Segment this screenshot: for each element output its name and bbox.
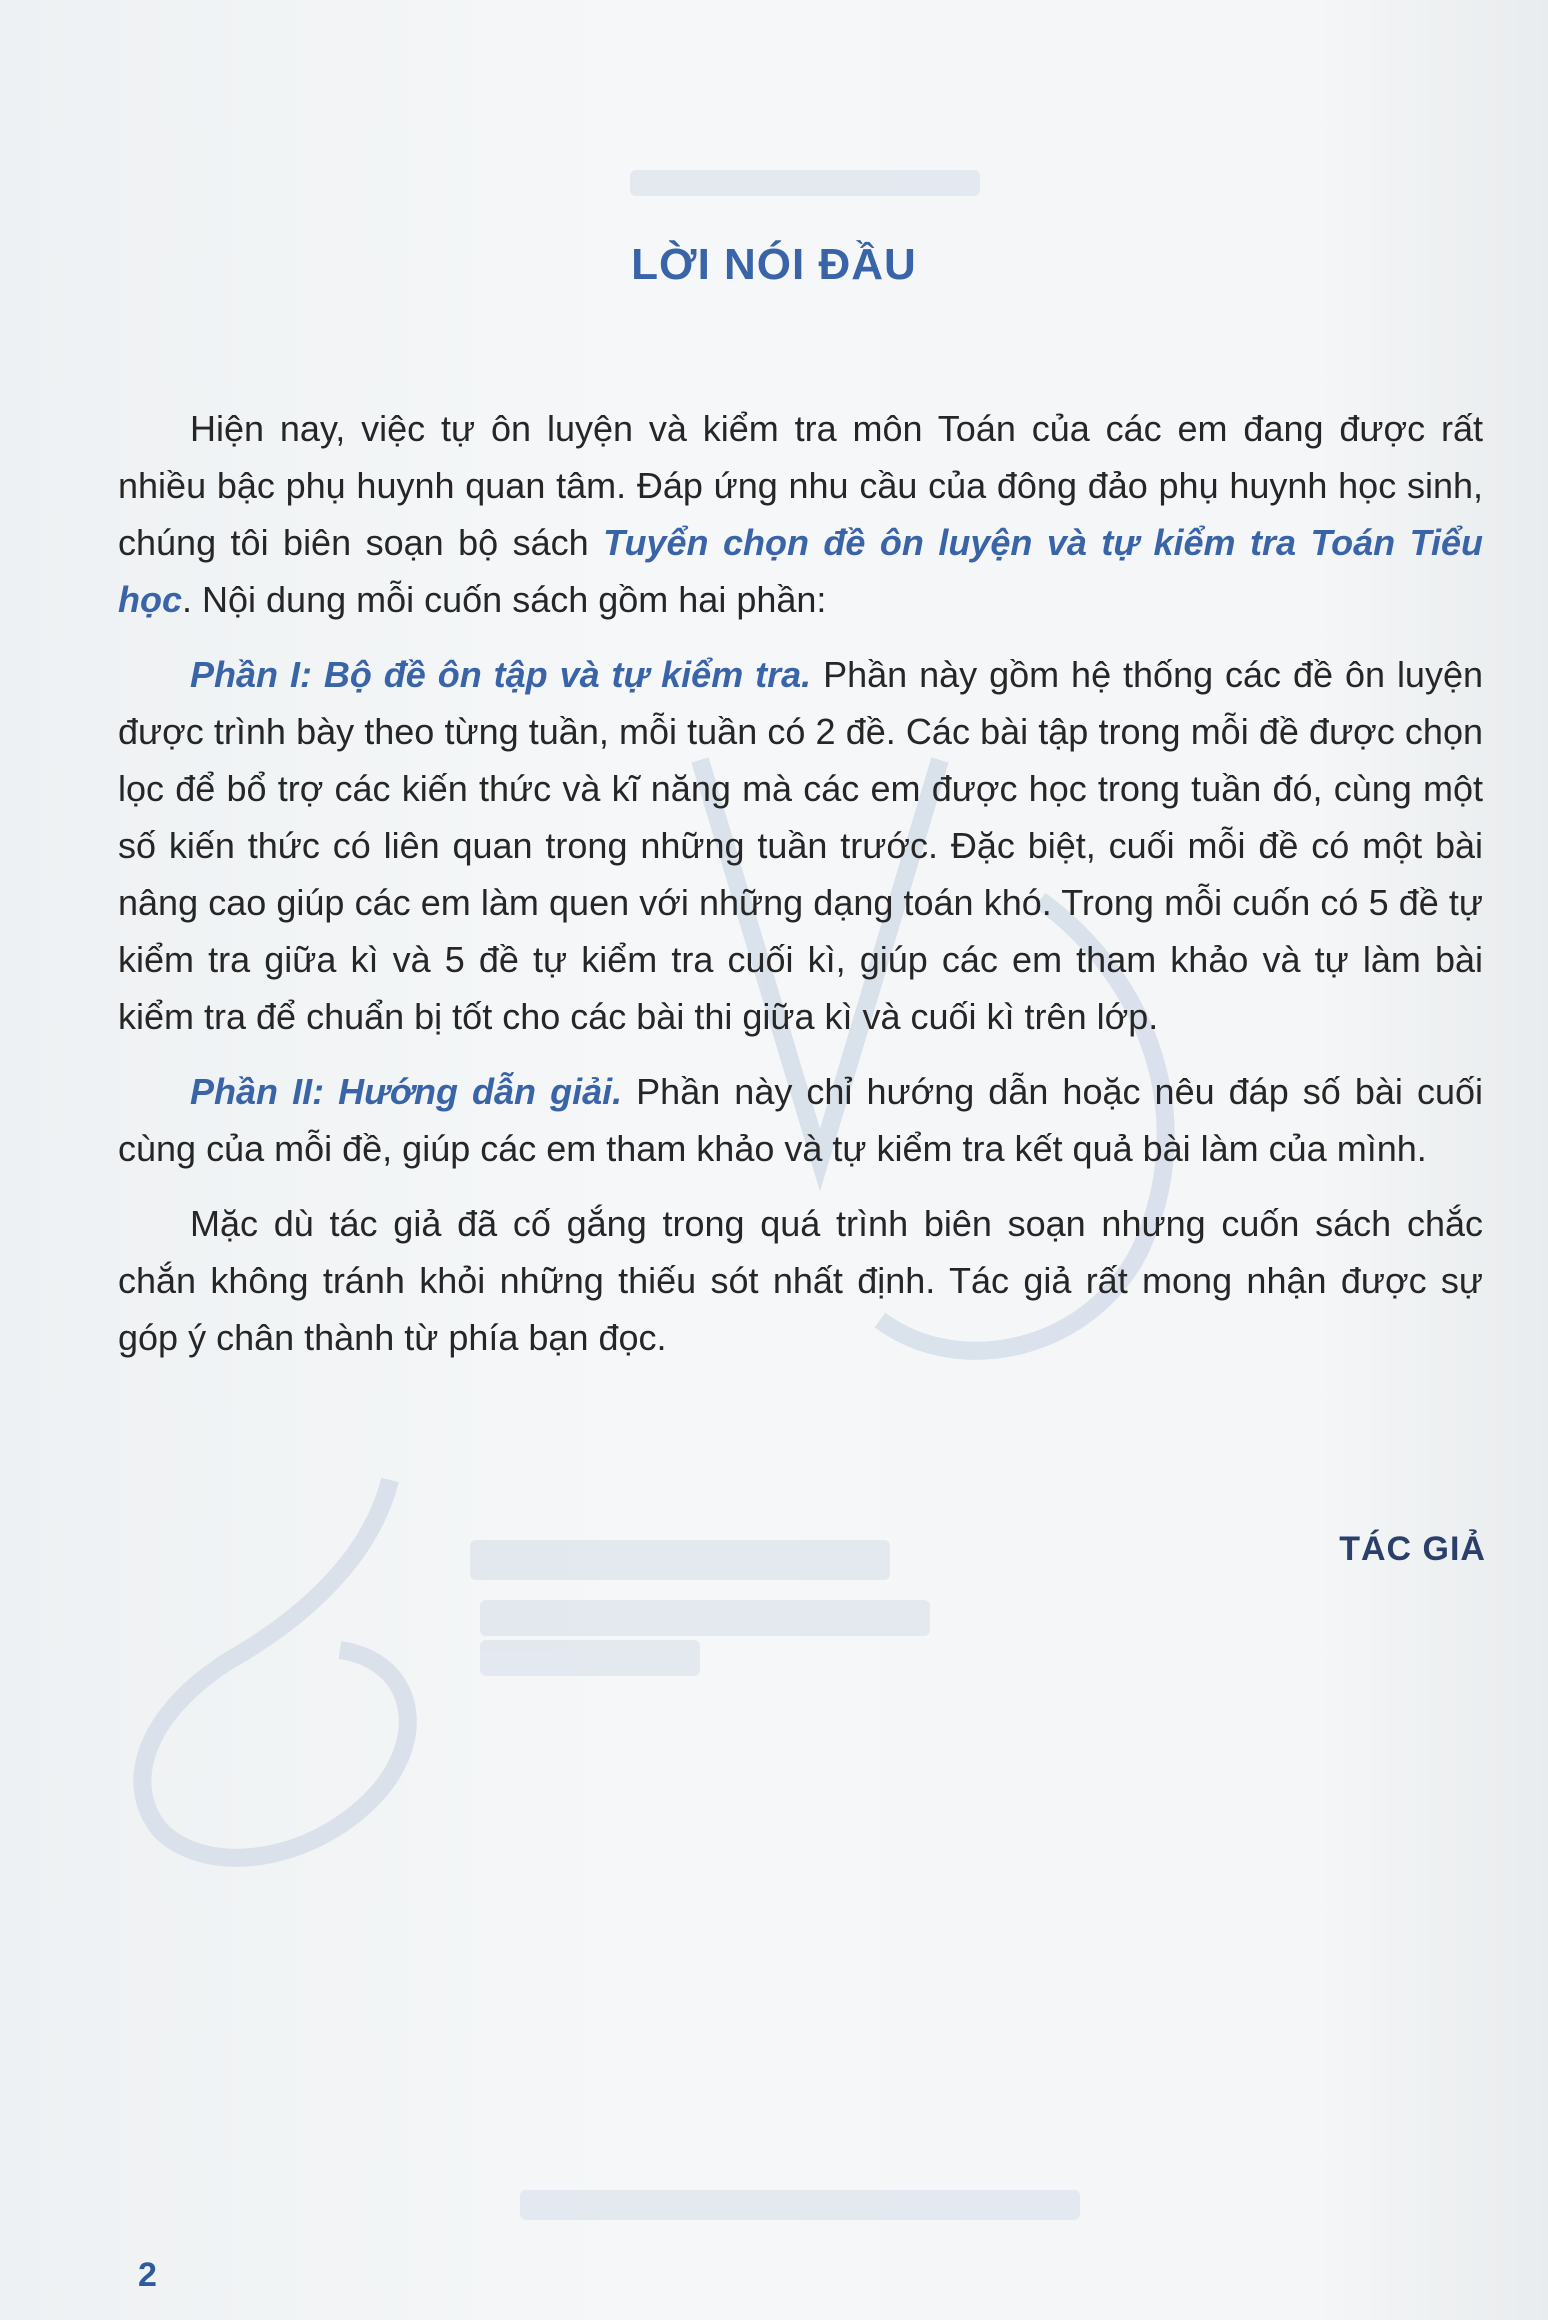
- part-one-heading: Phần I: Bộ đề ôn tập và tự kiểm tra.: [190, 654, 812, 695]
- author-signature: TÁC GIẢ: [1339, 1530, 1486, 1568]
- paragraph-part-two: [118, 1063, 1483, 1177]
- paragraph-part-one: [118, 646, 1483, 1045]
- intro-text-end: . Nội dung mỗi cuốn sách gồm hai phần:: [182, 579, 827, 620]
- preface-body: [118, 400, 1483, 1384]
- closing-text: Mặc dù tác giả đã cố gắng trong quá trình biên soạn nhưng cuốn sách chắc chắn không tránh khỏi những thiếu sót nhất định. Tác giả rất mong nhận được sự góp ý chân thành từ phía bạn đọc.: [118, 1203, 1483, 1358]
- part-two-text: Phần này chỉ hướng dẫn hoặc nêu đáp số bài cuối cùng của mỗi đề, giúp các em tham khảo và tự kiểm tra kết quả bài làm của mình.: [118, 1071, 1483, 1169]
- page-number: 2: [138, 2256, 157, 2294]
- paragraph-intro: [118, 400, 1483, 628]
- paragraph-closing: [118, 1195, 1483, 1366]
- part-one-text: Phần này gồm hệ thống các đề ôn luyện được trình bày theo từng tuần, mỗi tuần có 2 đề. Các bài tập trong mỗi đề được chọn lọc để bổ trợ các kiến thức và kĩ năng mà các em được học trong tuần đó, cùng một số kiến thức có liên quan trong những tuần trước. Đặc biệt, cuối mỗi đề có một bài nâng cao giúp các em làm quen với những dạng toán khó. Trong mỗi cuốn có 5 đề tự kiểm tra giữa kì và 5 đề tự kiểm tra cuối kì, giúp các em tham khảo và tự làm bài kiểm tra để chuẩn bị tốt cho các bài thi giữa kì và cuối kì trên lớp.: [118, 654, 1483, 1037]
- part-two-heading: Phần II: Hướng dẫn giải.: [190, 1071, 623, 1112]
- intro-text-start: Hiện nay, việc tự ôn luyện và kiểm tra môn Toán của các em đang được rất nhiều bậc phụ huynh quan tâm. Đáp ứng nhu cầu của đông đảo phụ huynh học sinh, chúng tôi biên soạn bộ sách: [118, 408, 1483, 563]
- page-title: LỜI NÓI ĐẦU: [631, 240, 917, 289]
- book-series-title: Tuyển chọn đề ôn luyện và tự kiểm tra Toán Tiểu học: [118, 522, 1483, 620]
